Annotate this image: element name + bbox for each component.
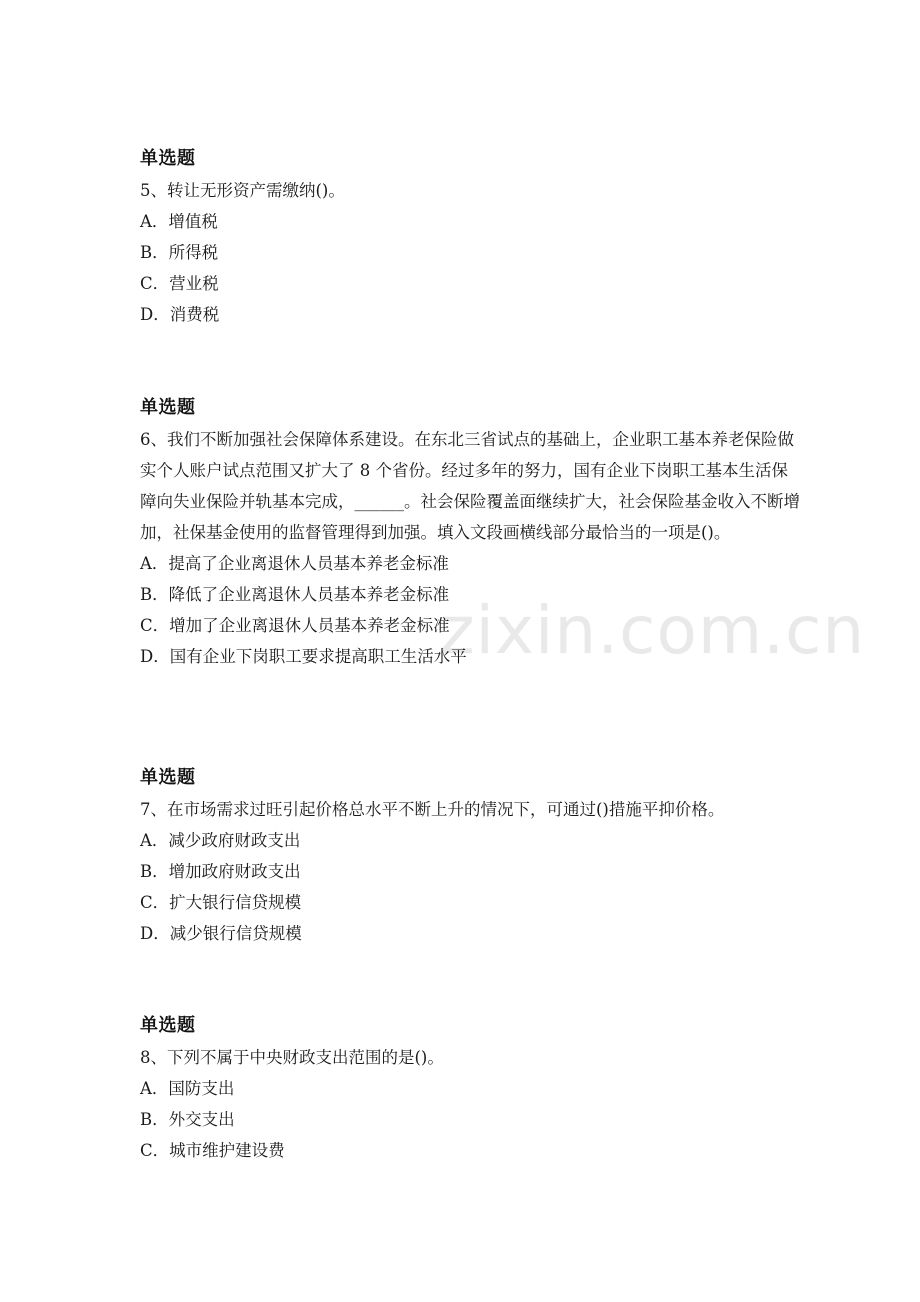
option-a: A．减少政府财政支出 [140,831,301,850]
option-a: A．增值税 [140,212,218,231]
question-type-label: 单选题 [140,767,196,788]
option-d: D．国有企业下岗职工要求提高职工生活水平 [140,647,467,666]
option-c: C．增加了企业离退休人员基本养老金标准 [140,616,450,635]
watermark: zixin.com.cn [440,592,866,669]
option-b: B．增加政府财政支出 [140,862,301,881]
question-stem: 8、下列不属于中央财政支出范围的是()。 [140,1048,444,1067]
option-c: C．扩大银行信贷规模 [140,893,302,912]
question-type-label: 单选题 [140,397,196,418]
option-a: A．提高了企业离退休人员基本养老金标准 [140,554,449,573]
option-c: C．营业税 [140,274,219,293]
question-stem: 6、我们不断加强社会保障体系建设。在东北三省试点的基础上，企业职工基本养老保险做实个人账户试点范围又扩大了 8 个省份。经过多年的努力，国有企业下岗职工基本生活保障向失业保险并轨基本完成，______。社会保险覆盖面继续扩大，社会保险基金收入不断增加，社保基金使用的监督管理得到加强。填入文段画横线部分最恰当的一项是()。 [140,430,800,542]
question-type-label: 单选题 [140,148,196,169]
option-b: B．降低了企业离退休人员基本养老金标准 [140,585,450,604]
question-7 [140,766,800,949]
option-c: C．城市维护建设费 [140,1141,285,1160]
option-b: B．外交支出 [140,1110,235,1129]
option-d: D．减少银行信贷规模 [140,924,302,943]
question-stem: 7、在市场需求过旺引起价格总水平不断上升的情况下，可通过()措施平抑价格。 [140,800,725,819]
question-5 [140,147,800,330]
question-6 [140,396,800,672]
option-a: A．国防支出 [140,1079,235,1098]
question-stem: 5、转让无形资产需缴纳()。 [140,181,345,200]
option-d: D．消费税 [140,305,220,324]
question-8 [140,1014,800,1166]
question-type-label: 单选题 [140,1015,196,1036]
option-b: B．所得税 [140,243,219,262]
